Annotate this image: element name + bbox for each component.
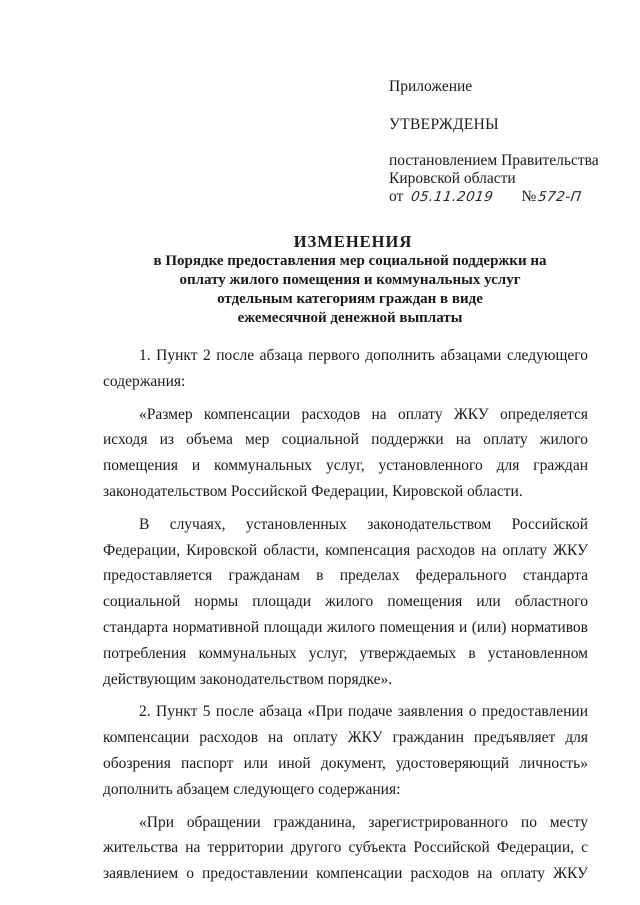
date-number-line (389, 188, 629, 206)
approved-label: УТВЕРЖДЕНЫ (389, 116, 499, 133)
document-title-block (100, 232, 600, 328)
handwritten-date: 05.11.2019 (410, 189, 495, 205)
title-subline-4: ежемесячной денежной выплаты (237, 310, 463, 326)
date-prefix: от (389, 188, 404, 205)
paragraph-5: «При обращении гражданина, зарегистрированного по месту жительства на территории другого субъекта Российской Федерации, с заявлением о предоставлении компенсации расходов на оплату ЖКУ (103, 813, 588, 883)
title-subline-3: отдельным категориям граждан в виде (217, 291, 483, 307)
title-subline-2: оплату жилого помещения и коммунальных услуг (179, 272, 521, 288)
paragraph-1: 1. Пункт 2 после абзаца первого дополнить абзацами следующего содержания: (103, 347, 588, 390)
paragraph-3: В случаях, установленных законодательством Российской Федерации, Кировской области, компенсация расходов на оплату ЖКУ предоставляется гражданам в пределах федерального стандарта социальной нормы площади жилого помещения или областного стандарта нормативной площади жилого помещения и (или) нормативов потребления коммунальных услуг, утверждаемых в установленном действующим законодательством порядке». (103, 515, 588, 688)
annex-label: Приложение (389, 78, 473, 95)
paragraph-4: 2. Пункт 5 после абзаца «При подаче заявления о предоставлении компенсации расходов на оплату ЖКУ гражданин предъявляет для обозрения паспорт или иной документ, удостоверяющий личность» дополнить абзацем следующего содержания: (103, 703, 588, 798)
decree-line-2: Кировской области (389, 170, 516, 187)
document-title: ИЗМЕНЕНИЯ (293, 232, 413, 251)
document-body (103, 343, 588, 887)
paragraph-2: «Размер компенсации расходов на оплату ЖКУ определяется исходя из объема мер социальной поддержки на оплату жилого помещения и коммунальных услуг, установленного для граждан законодательством Российской Федерации, Кировской области. (103, 405, 588, 500)
number-prefix: № (521, 188, 537, 205)
decree-line-1: постановлением Правительства (389, 152, 599, 169)
approval-stamp-block (389, 78, 629, 206)
handwritten-number: 572-П (537, 189, 583, 205)
title-subline-1: в Порядке предоставления мер социальной поддержки на (153, 253, 547, 269)
